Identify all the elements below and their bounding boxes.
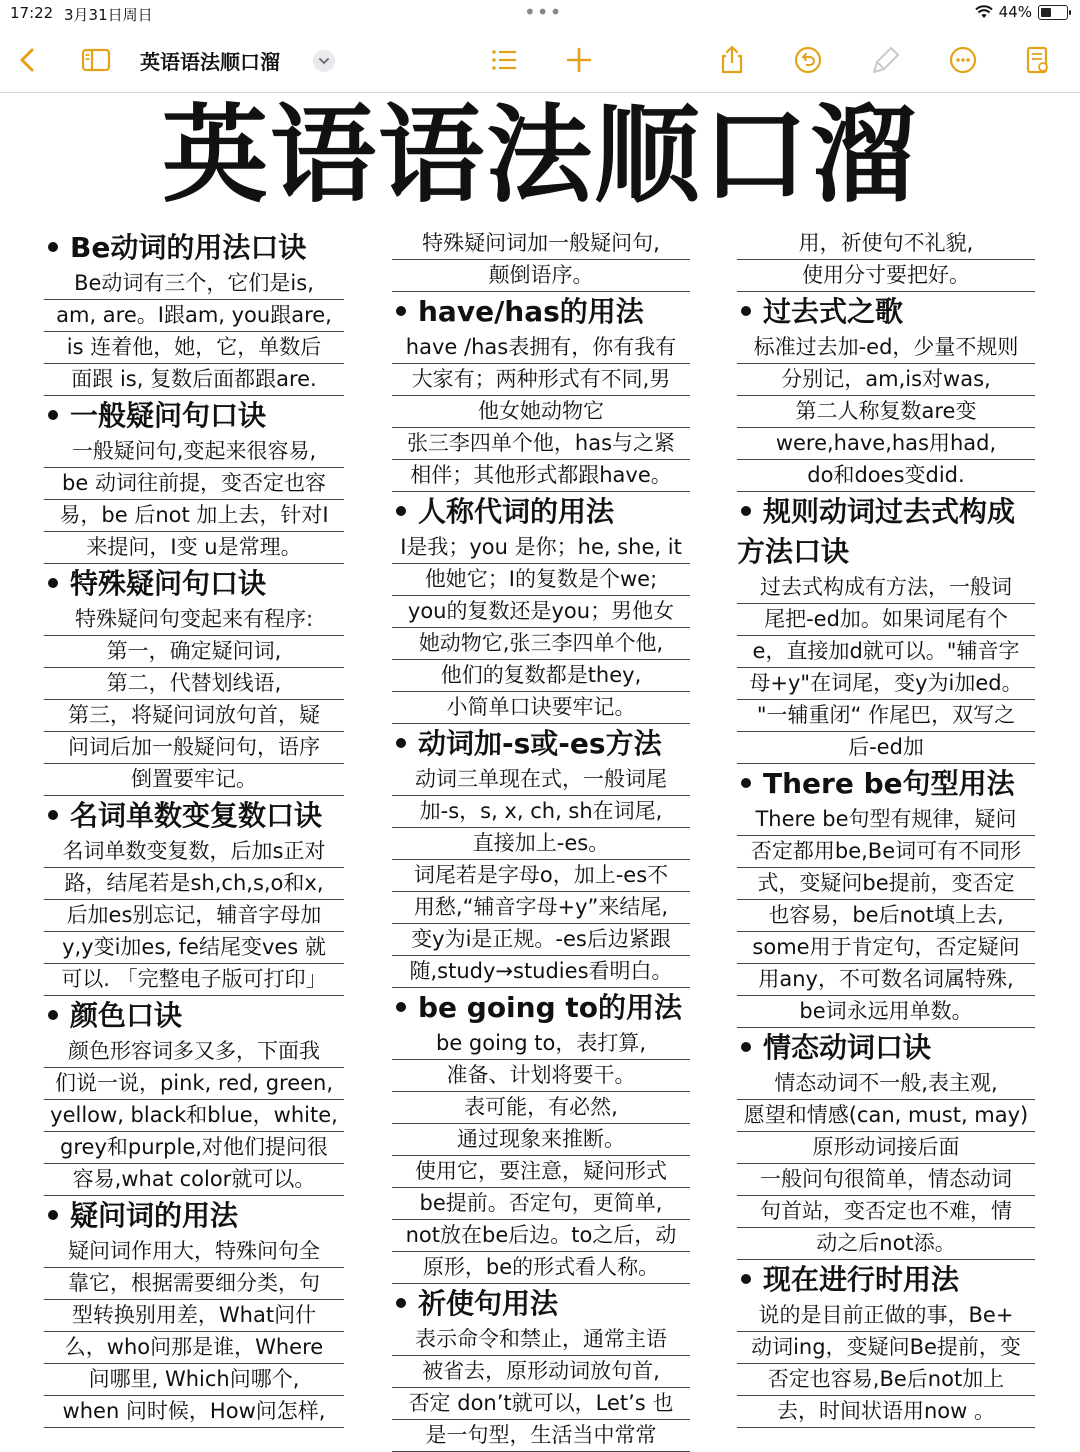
grammar-section xyxy=(44,564,344,796)
rhyme-line: 动之后not添。 xyxy=(737,1228,1035,1260)
grammar-section xyxy=(737,1260,1035,1428)
rhyme-line: 相伴；其他形式都跟have。 xyxy=(392,460,690,492)
battery-icon xyxy=(1038,5,1068,20)
rhyme-line: 随,study→studies看明白。 xyxy=(392,956,690,988)
bullet-icon xyxy=(741,778,751,788)
bullet-icon xyxy=(396,738,406,748)
markup-pen-icon[interactable] xyxy=(870,44,902,76)
rhyme-line: 大家有；两种形式有不同,男 xyxy=(392,364,690,396)
section-heading-text: 祈使句用法 xyxy=(418,1287,559,1320)
bullet-icon xyxy=(741,306,751,316)
column-middle xyxy=(392,228,690,1452)
rhyme-line: not放在be后边。to之后，动 xyxy=(392,1220,690,1252)
rhyme-line: 加-s，s, x, ch, sh在词尾, xyxy=(392,796,690,828)
rhyme-line: 特殊疑问句变起来有程序: xyxy=(44,604,344,636)
rhyme-line: 来提问，I变 u是常理。 xyxy=(44,532,344,564)
rhyme-line: 去，时间状语用now 。 xyxy=(737,1396,1035,1428)
rhyme-line: be词永远用单数。 xyxy=(737,996,1035,1028)
rhyme-line: 一般问句很简单，情态动词 xyxy=(737,1164,1035,1196)
section-heading xyxy=(44,564,344,604)
section-heading xyxy=(737,492,1035,572)
back-chevron-icon[interactable] xyxy=(12,44,44,76)
rhyme-line: 使用它，要注意，疑问形式 xyxy=(392,1156,690,1188)
section-heading xyxy=(392,724,690,764)
bullet-icon xyxy=(48,810,58,820)
rhyme-line: 也容易，be后not填上去, xyxy=(737,900,1035,932)
rhyme-line: 被省去，原形动词放句首, xyxy=(392,1356,690,1388)
status-bar xyxy=(0,0,1080,28)
section-heading-text: 一般疑问句口诀 xyxy=(70,399,267,432)
rhyme-line: 疑问词作用大，特殊问句全 xyxy=(44,1236,344,1268)
rhyme-line: when 问时候，How问怎样, xyxy=(44,1396,344,1428)
rhyme-line: 用any，不可数名词属特殊, xyxy=(737,964,1035,996)
rhyme-line: 分别记，am,is对was, xyxy=(737,364,1035,396)
rhyme-line: 问词后加一般疑问句，语序 xyxy=(44,732,344,764)
bullet-icon xyxy=(48,578,58,588)
rhyme-line: e，直接加d就可以。"辅音字 xyxy=(737,636,1035,668)
rhyme-line: 路，结尾若是sh,ch,s,o和x, xyxy=(44,868,344,900)
grammar-section xyxy=(44,228,344,396)
section-heading xyxy=(44,996,344,1036)
rhyme-line: 他女她动物它 xyxy=(392,396,690,428)
rhyme-line: There be句型有规律，疑问 xyxy=(737,804,1035,836)
rhyme-line: 标准过去加-ed，少量不规则 xyxy=(737,332,1035,364)
rhyme-line: 情态动词不一般,表主观, xyxy=(737,1068,1035,1100)
rhyme-line: 第二人称复数are变 xyxy=(737,396,1035,428)
section-heading-text: 动词加-s或-es方法 xyxy=(418,727,662,760)
rhyme-line: 第三，将疑问词放句首，疑 xyxy=(44,700,344,732)
bullet-icon xyxy=(396,306,406,316)
bullet-icon xyxy=(48,410,58,420)
grammar-section xyxy=(737,492,1035,764)
rhyme-line: 他们的复数都是they, xyxy=(392,660,690,692)
rhyme-line: 一般疑问句,变起来很容易, xyxy=(44,436,344,468)
grammar-section xyxy=(392,988,690,1284)
rhyme-line: 们说一说，pink, red, green, xyxy=(44,1068,344,1100)
grammar-section xyxy=(392,724,690,988)
section-heading-text: 情态动词口诀 xyxy=(763,1031,932,1064)
rhyme-line: 句首站，变否定也不难，情 xyxy=(737,1196,1035,1228)
rhyme-line: 过去式构成有方法，一般词 xyxy=(737,572,1035,604)
grammar-section xyxy=(392,1284,690,1452)
grammar-section xyxy=(737,292,1035,492)
grammar-section xyxy=(392,292,690,492)
rhyme-line: 式，变疑问be提前，变否定 xyxy=(737,868,1035,900)
rhyme-line: I是我；you 是你；he, she, it xyxy=(392,532,690,564)
rhyme-line: have /has表拥有，你有我有 xyxy=(392,332,690,364)
wifi-icon xyxy=(975,5,993,19)
section-heading xyxy=(737,1028,1035,1068)
rhyme-line: 面跟 is, 复数后面都跟are. xyxy=(44,364,344,396)
section-heading xyxy=(44,1196,344,1236)
rhyme-line: is 连着他，她，它，单数后 xyxy=(44,332,344,364)
sidebar-icon[interactable] xyxy=(80,44,112,76)
rhyme-line: 后-ed加 xyxy=(737,732,1035,764)
grammar-section xyxy=(392,492,690,724)
notes-toolbar xyxy=(0,30,1080,93)
undo-icon[interactable] xyxy=(792,44,824,76)
rhyme-line: 靠它，根据需要细分类，句 xyxy=(44,1268,344,1300)
share-icon[interactable] xyxy=(716,44,748,76)
rhyme-line: be going to，表打算, xyxy=(392,1028,690,1060)
section-heading-text: 名词单数变复数口诀 xyxy=(70,799,323,832)
bullet-icon xyxy=(48,242,58,252)
section-heading xyxy=(737,764,1035,804)
status-indicators xyxy=(975,3,1068,21)
section-heading xyxy=(392,1284,690,1324)
rhyme-line: Be动词有三个，它们是is, xyxy=(44,268,344,300)
grammar-section xyxy=(737,1028,1035,1260)
rhyme-line: grey和purple,对他们提问很 xyxy=(44,1132,344,1164)
add-icon[interactable] xyxy=(563,44,595,76)
section-heading-text: 疑问词的用法 xyxy=(70,1199,239,1232)
rhyme-line: 型转换别用差，What问什 xyxy=(44,1300,344,1332)
rhyme-line: 用，祈使句不礼貌, xyxy=(737,228,1035,260)
section-heading-text: 现在进行时用法 xyxy=(763,1263,960,1296)
section-heading-text: have/has的用法 xyxy=(418,295,644,328)
rhyme-line: 他她它；I的复数是个we; xyxy=(392,564,690,596)
rhyme-line: 倒置要牢记。 xyxy=(44,764,344,796)
grammar-section xyxy=(392,228,690,292)
rhyme-line: 颜色形容词多又多，下面我 xyxy=(44,1036,344,1068)
rhyme-line: be提前。否定句，更简单, xyxy=(392,1188,690,1220)
section-heading-text: 特殊疑问句口诀 xyxy=(70,567,267,600)
grammar-section xyxy=(44,1196,344,1428)
rhyme-line: 词尾若是字母o，加上-es不 xyxy=(392,860,690,892)
section-heading xyxy=(392,492,690,532)
column-left xyxy=(44,228,344,1428)
section-heading-text: 颜色口诀 xyxy=(70,999,183,1032)
rhyme-line: 是一句型，生活当中常常 xyxy=(392,1420,690,1452)
rhyme-line: "一辅重闭“ 作尾巴，双写之 xyxy=(737,700,1035,732)
section-heading-text: 过去式之歌 xyxy=(763,295,904,328)
rhyme-line: 表可能，有必然, xyxy=(392,1092,690,1124)
rhyme-line: 名词单数变复数，后加s正对 xyxy=(44,836,344,868)
document-title: 英语语法顺口溜 xyxy=(162,94,918,217)
multitasking-dots-icon[interactable]: ••• xyxy=(524,0,563,24)
rhyme-line: 颠倒语序。 xyxy=(392,260,690,292)
rhyme-line: some用于肯定句，否定疑问 xyxy=(737,932,1035,964)
rhyme-line: 动词ing，变疑问Be提前，变 xyxy=(737,1332,1035,1364)
rhyme-line: 特殊疑问词加一般疑问句, xyxy=(392,228,690,260)
grammar-section xyxy=(737,764,1035,1028)
rhyme-line: y,y变i加es, fe结尾变ves 就 xyxy=(44,932,344,964)
section-heading-text: be going to的用法 xyxy=(418,991,683,1024)
rhyme-line: 可以. 「完整电子版可打印」 xyxy=(44,964,344,996)
rhyme-line: 表示命令和禁止，通常主语 xyxy=(392,1324,690,1356)
rhyme-line: 使用分寸要把好。 xyxy=(737,260,1035,292)
grammar-section xyxy=(44,396,344,564)
rhyme-line: 第二，代替划线语, xyxy=(44,668,344,700)
grammar-section xyxy=(737,228,1035,292)
new-note-icon[interactable] xyxy=(1022,44,1054,76)
section-heading-text: Be动词的用法口诀 xyxy=(70,231,307,264)
rhyme-line: 么，who问那是谁，Where xyxy=(44,1332,344,1364)
rhyme-line: 原形动词接后面 xyxy=(737,1132,1035,1164)
rhyme-line: 动词三单现在式，一般词尾 xyxy=(392,764,690,796)
rhyme-line: 说的是目前正做的事，Be+ xyxy=(737,1300,1035,1332)
rhyme-line: 否定都用be,Be词可有不同形 xyxy=(737,836,1035,868)
rhyme-line: 张三李四单个他，has与之紧 xyxy=(392,428,690,460)
rhyme-line: 通过现象来推断。 xyxy=(392,1124,690,1156)
rhyme-line: 小简单口诀要牢记。 xyxy=(392,692,690,724)
status-date: 3月31日周日 xyxy=(64,6,153,24)
rhyme-line: were,have,has用had, xyxy=(737,428,1035,460)
section-heading xyxy=(44,796,344,836)
grammar-section xyxy=(44,796,344,996)
bullet-icon xyxy=(741,506,751,516)
section-heading xyxy=(737,292,1035,332)
bullet-icon xyxy=(396,506,406,516)
note-title[interactable]: 英语语法顺口溜 xyxy=(140,50,280,74)
rhyme-line: 易，be 后not 加上去，针对I xyxy=(44,500,344,532)
section-heading xyxy=(392,292,690,332)
bullet-icon xyxy=(396,1002,406,1012)
rhyme-line: 原形，be的形式看人称。 xyxy=(392,1252,690,1284)
rhyme-line: you的复数还是you；男他女 xyxy=(392,596,690,628)
more-options-icon[interactable] xyxy=(947,44,979,76)
column-right xyxy=(737,228,1035,1428)
rhyme-line: yellow, black和blue，white, xyxy=(44,1100,344,1132)
bullet-icon xyxy=(741,1274,751,1284)
bullet-icon xyxy=(396,1298,406,1308)
rhyme-line: 后加es别忘记，辅音字母加 xyxy=(44,900,344,932)
rhyme-line: 愿望和情感(can, must, may) xyxy=(737,1100,1035,1132)
rhyme-line: 第一，确定疑问词, xyxy=(44,636,344,668)
rhyme-line: 容易,what color就可以。 xyxy=(44,1164,344,1196)
rhyme-line: am, are。I跟am, you跟are, xyxy=(44,300,344,332)
rhyme-line: 用愁,“辅音字母+y”来结尾, xyxy=(392,892,690,924)
grammar-section xyxy=(44,996,344,1196)
section-heading xyxy=(392,988,690,1028)
rhyme-line: 否定也容易,Be后not加上 xyxy=(737,1364,1035,1396)
bullet-icon xyxy=(48,1010,58,1020)
rhyme-line: be 动词往前提，变否定也容 xyxy=(44,468,344,500)
rhyme-line: 准备、计划将要干。 xyxy=(392,1060,690,1092)
rhyme-line: 母+y"在词尾，变y为i加ed。 xyxy=(737,668,1035,700)
rhyme-line: 问哪里, Which问哪个, xyxy=(44,1364,344,1396)
status-time: 17:22 xyxy=(10,4,54,22)
rhyme-line: 变y为i是正规。-es后边紧跟 xyxy=(392,924,690,956)
section-heading xyxy=(737,1260,1035,1300)
bullet-icon xyxy=(741,1042,751,1052)
section-heading xyxy=(44,396,344,436)
section-heading-text: There be句型用法 xyxy=(763,767,1015,800)
chevron-down-icon[interactable] xyxy=(313,50,335,72)
section-heading xyxy=(44,228,344,268)
battery-percent: 44% xyxy=(998,3,1032,21)
rhyme-line: 尾把-ed加。如果词尾有个 xyxy=(737,604,1035,636)
rhyme-line: 直接加上-es。 xyxy=(392,828,690,860)
bullet-icon xyxy=(48,1210,58,1220)
section-heading-text: 规则动词过去式构成方法口诀 xyxy=(737,495,1016,568)
checklist-icon[interactable] xyxy=(488,44,520,76)
section-heading-text: 人称代词的用法 xyxy=(418,495,615,528)
rhyme-line: do和does变did. xyxy=(737,460,1035,492)
rhyme-line: 否定 don’t就可以，Let’s 也 xyxy=(392,1388,690,1420)
rhyme-line: 她动物它,张三李四单个他, xyxy=(392,628,690,660)
